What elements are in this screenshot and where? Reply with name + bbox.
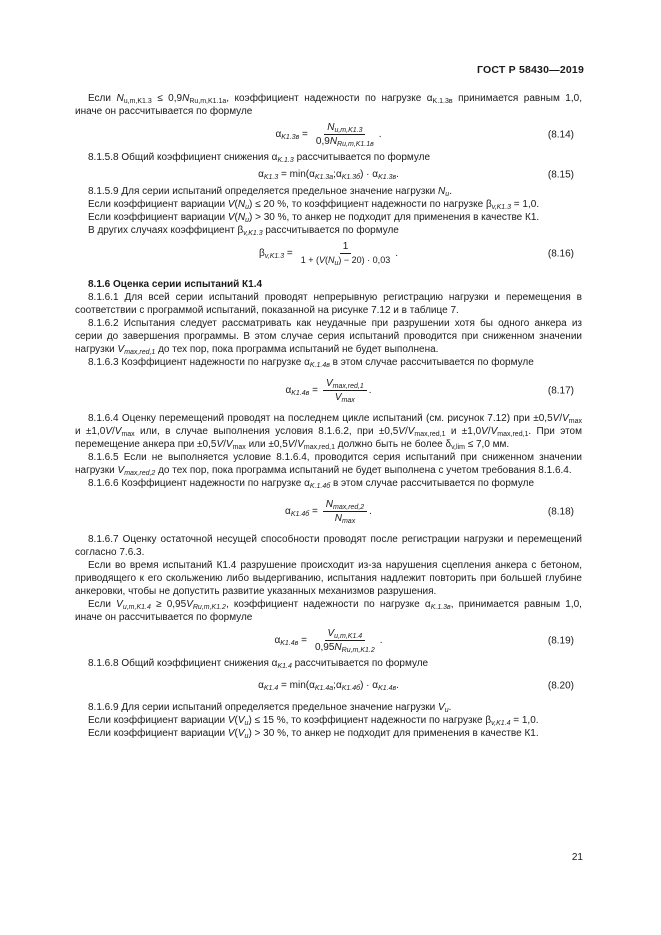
formula-8-18: $\alpha_{K1.4б}$ = $\frac{N_{max,red,2}}{N_{max}}$ . (8.18) (285, 499, 574, 525)
paragraph: 8.1.6.9 Для серии испытаний определяется предельное значение нагрузки $V_u$. (88, 702, 452, 714)
formula-number: (8.20) (547, 680, 574, 691)
paragraph: 8.1.6.3 Коэффициент надежности по нагрузке $\alpha_{K.1.4в}$ в этом случае рассчитывается по формуле (88, 357, 534, 369)
standard-header: ГОСТ Р 58430—2019 (476, 64, 584, 76)
paragraph: 8.1.6.1 Для всей серии испытаний проводят непрерывную регистрацию нагрузки и перемещения в соответствии с программой испытаний, показанной на рисунке 7.12 и в таблице 7. (75, 292, 582, 316)
formula-8-15: $\alpha_{K1.3}$ = $\min(\alpha_{K1.3a};\alpha_{K1.3б}) \cdot \alpha_{K1.3в}$. (8.15) (258, 169, 574, 181)
document-body (75, 92, 582, 740)
formula-number: (8.15) (547, 169, 574, 180)
paragraph: 8.1.6.6 Коэффициент надежности по нагрузке $\alpha_{K.1.4б}$ в этом случае рассчитывается по формуле (88, 478, 535, 490)
paragraph: 8.1.6.4 Оценку перемещений проводят на последнем цикле испытаний (см. рисунок 7.12) при $\pm 0,5V/V_{max}$ $и \pm 1,0V/V_{max}$ или, в случае выполнения условия 8.1.6.2, при $\pm 0,5V/V_{max,red,1}$ $и \pm 1,0V/V_{max,red,1}$. При этом перемещение анкера при $\pm 0,5V/V_{max}$ или $\pm 0,5V/V_{max,red,1}$ должно быть не более $\delta_{v,lim} \le 7,0$ мм. (75, 413, 582, 451)
paragraph: 8.1.6.8 Общий коэффициент снижения $\alpha_{K1.4}$ рассчитывается по формуле (88, 658, 429, 670)
paragraph: 8.1.6.7 Оценку остаточной несущей способности проводят после регистрации нагрузки и перемещений согласно 7.6.3. (75, 534, 582, 558)
paragraph: Если $V_{u,m,K1.4} \ge 0,95V_{Ru,m,K1.2}$, коэффициент надежности по нагрузке $\alpha_{K.1.3в}$, принимается равным 1,0, иначе он рассчитывается по формуле (75, 599, 582, 623)
paragraph: Если $N_{u,m,K1.3} \le 0,9N_{Ru,m,K1.1a}$, коэффициент надежности по нагрузке $\alpha_{K.1.3в}$ принимается равным 1,0, иначе он рассчитывается по формуле (75, 93, 582, 117)
formula-8-19: $\alpha_{K1.4в}$ = $\frac{V_{u,m,K1.4}}{0,95N_{Ru,m,K1.2}}$ . (8.19) (274, 628, 574, 654)
formula-8-20: $\alpha_{K1.4}$ = $\min(\alpha_{K1.4а};\alpha_{K1.4б}) \cdot \alpha_{K1.4в}$. (8.20) (258, 680, 574, 692)
paragraph: 8.1.5.9 Для серии испытаний определяется предельное значение нагрузки $N_u$. (88, 186, 452, 198)
paragraph: В других случаях коэффициент $\beta_{v,K1.3}$ рассчитывается по формуле (88, 225, 399, 237)
paragraph: 8.1.6.5 Если не выполняется условие 8.1.6.4, проводится серия испытаний при сниженном значении нагрузки $V_{max,red,2}$ до тех пор, пока программа испытаний не будет выполнена с учетом требования 8.1.6.4. (75, 452, 582, 477)
paragraph: 8.1.5.8 Общий коэффициент снижения $\alpha_{K.1.3}$ рассчитывается по формуле (88, 152, 431, 164)
formula-8-14: $\alpha_{K1.3в}$ = $\frac{N_{u,m,K1.3}}{0,9N_{Ru,m,K1.1в}}$ . (8.14) (275, 122, 574, 148)
formula-number: (8.17) (547, 385, 574, 396)
paragraph: Если коэффициент вариации $V(N_u) > 30$ %, то анкер не подходит для применения в качестве К1. (88, 212, 540, 224)
formula-number: (8.16) (547, 248, 574, 259)
paragraph: 8.1.6.2 Испытания следует рассматривать как неудачные при разрушении хотя бы одного анкера из серии до завершения программы. В этом случае серия испытаний проводится при сниженном значении нагрузки $V_{max,red,1}$ до тех пор, пока программа испытаний не будет выполнена. (75, 318, 582, 356)
paragraph: Если коэффициент вариации $V(V_u) \le 15$ %, то коэффициент надежности по нагрузке $\beta_{v,K1.4} = 1,0$. (88, 715, 539, 727)
formula-8-16: $\beta_{v,K1.3}$ = $\frac{1}{1 + (V(N_u) - 20) \cdot 0,03}$ . (8.16) (259, 241, 574, 267)
paragraph: Если коэффициент вариации $V(N_u) \le 20$ %, то коэффициент надежности по нагрузке $\beta_{v,K1.3} = 1,0$. (88, 199, 540, 211)
formula-number: (8.14) (547, 129, 574, 140)
formula-number: (8.19) (547, 635, 574, 646)
paragraph: Если во время испытаний К1.4 разрушение происходит из-за нарушения сцепления анкера с бетоном, приводящего к его скольжению либо выдергиванию, испытания надлежит повторить при большей глубине анкеровки, чтобы не допустить развитие указанных механизмов разрушения. (75, 560, 582, 597)
page-number: 21 (571, 852, 583, 863)
formula-8-17: $\alpha_{K1.4в}$ = $\frac{V_{max,red,1}}{V_{max}}$ . (8.17) (285, 378, 574, 404)
section-heading: 8.1.6 Оценка серии испытаний К1.4 (88, 279, 263, 290)
formula-number: (8.18) (547, 506, 574, 517)
paragraph: Если коэффициент вариации $V(V_u) > 30$ %, то анкер не подходит для применения в качестве К1. (88, 728, 539, 740)
